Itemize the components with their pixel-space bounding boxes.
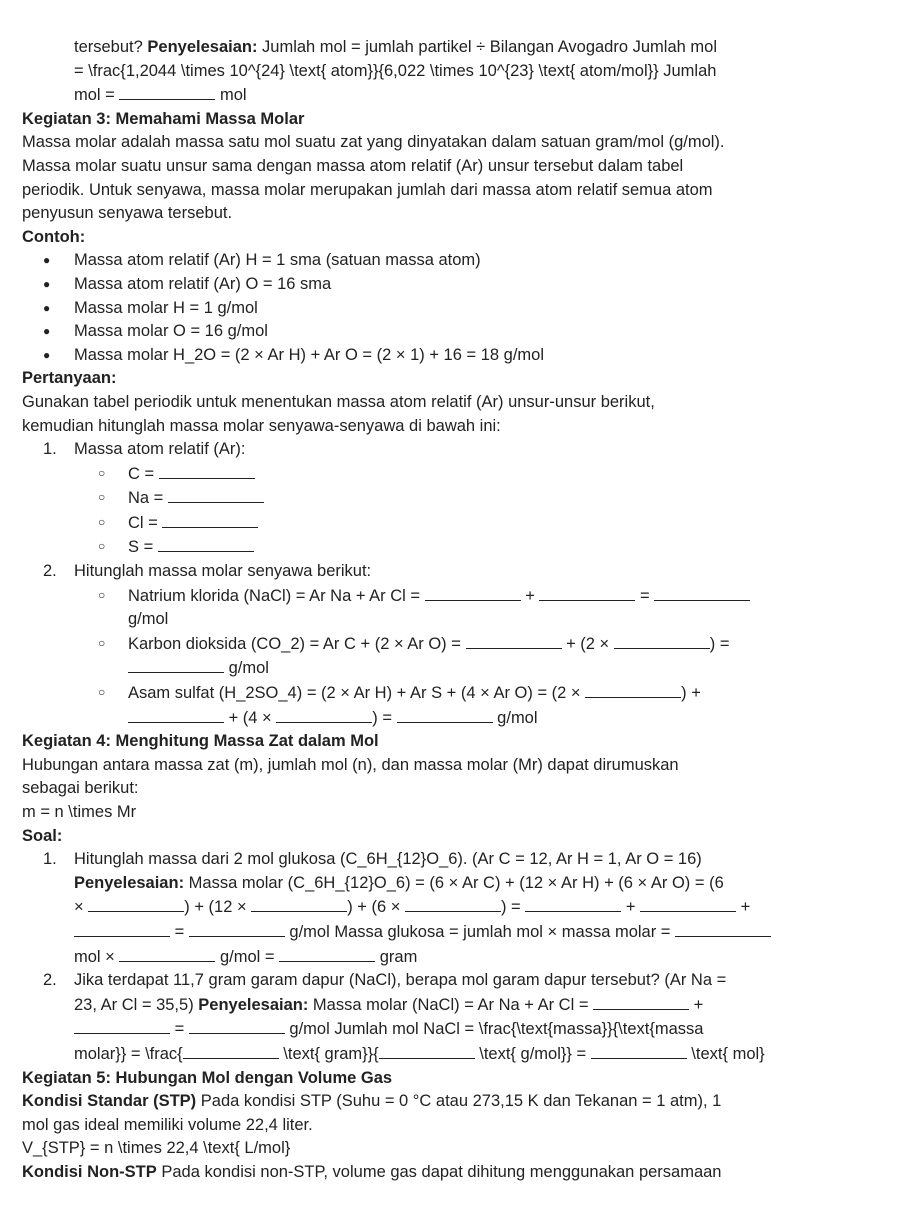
stp-label: Kondisi Standar (STP) bbox=[22, 1092, 197, 1111]
text: g/mol bbox=[492, 708, 538, 727]
solution-line bbox=[22, 920, 882, 945]
paragraph: Massa molar suatu unsur sama dengan massa atom relatif (Ar) unsur tersebut dalam tabel bbox=[22, 156, 684, 175]
answer-blank[interactable] bbox=[74, 920, 170, 937]
answer-blank[interactable] bbox=[119, 83, 215, 100]
answer-blank[interactable] bbox=[128, 656, 224, 673]
text: tersebut? bbox=[74, 38, 148, 56]
text: Jika terdapat 11,7 gram garam dapur (NaCl), berapa mol garam dapur tersebut? (Ar Na = bbox=[74, 971, 727, 990]
text: = bbox=[170, 1020, 189, 1039]
ar-item-na bbox=[22, 486, 882, 511]
text: + (4 × bbox=[224, 708, 277, 727]
text: g/mol Massa glukosa = jumlah mol × massa molar = bbox=[284, 922, 676, 941]
answer-blank[interactable] bbox=[640, 895, 736, 912]
text: C = bbox=[128, 464, 159, 483]
ar-item-cl bbox=[22, 511, 882, 536]
continuation: g/mol bbox=[128, 610, 169, 629]
text: ) + bbox=[681, 684, 701, 703]
answer-blank[interactable] bbox=[379, 1042, 475, 1059]
text: + bbox=[621, 898, 641, 917]
answer-blank[interactable] bbox=[128, 706, 224, 723]
answer-blank[interactable] bbox=[168, 486, 264, 503]
text: g/mol Jumlah mol NaCl = \frac{\text{massa}}{\text{massa bbox=[284, 1020, 704, 1039]
answer-blank[interactable] bbox=[466, 632, 562, 649]
section-title-kegiatan-3: Kegiatan 3: Memahami Massa Molar bbox=[22, 109, 305, 128]
text: Hitunglah massa molar senyawa berikut: bbox=[74, 562, 372, 581]
paragraph: Gunakan tabel periodik untuk menentukan massa atom relatif (Ar) unsur-unsur berikut, bbox=[22, 392, 655, 411]
numbered-item bbox=[22, 848, 882, 872]
solution-line bbox=[22, 945, 882, 970]
answer-blank[interactable] bbox=[119, 945, 215, 962]
continuation bbox=[22, 706, 882, 731]
text: S = bbox=[128, 538, 158, 557]
text: g/mol = bbox=[215, 947, 280, 966]
text: Massa atom relatif (Ar): bbox=[74, 440, 246, 459]
continuation bbox=[22, 656, 882, 681]
answer-blank[interactable] bbox=[539, 584, 635, 601]
text: Karbon dioksida (CO_2) = Ar C + (2 × Ar O) = bbox=[128, 634, 466, 653]
text: = bbox=[635, 586, 655, 605]
item-number: 2. bbox=[43, 971, 57, 990]
text: Pertanyaan: bbox=[22, 369, 117, 388]
item-number: 1. bbox=[43, 440, 57, 459]
text: molar}} = \frac{ bbox=[74, 1044, 183, 1063]
solution-label: Penyelesaian: bbox=[198, 995, 309, 1014]
paragraph bbox=[22, 1090, 882, 1114]
solution-line-3 bbox=[22, 83, 882, 108]
text: Hitunglah massa dari 2 mol glukosa (C_6H_{12}O_6). (Ar C = 12, Ar H = 1, Ar O = 16) bbox=[74, 850, 702, 869]
text: ) + (12 × bbox=[184, 898, 252, 917]
answer-blank[interactable] bbox=[162, 511, 258, 528]
text: \text{ mol} bbox=[686, 1044, 765, 1063]
text: + bbox=[520, 586, 540, 605]
solution-line bbox=[22, 895, 882, 920]
questions-heading bbox=[22, 367, 882, 391]
paragraph: Hubungan antara massa zat (m), jumlah mol (n), dan massa molar (Mr) dapat dirumuskan bbox=[22, 755, 679, 774]
answer-blank[interactable] bbox=[525, 895, 621, 912]
text: = bbox=[170, 922, 189, 941]
paragraph: periodik. Untuk senyawa, massa molar merupakan jumlah dari massa atom relatif semua atom bbox=[22, 180, 713, 199]
text: 23, Ar Cl = 35,5) bbox=[74, 995, 199, 1014]
item-number: 1. bbox=[43, 850, 57, 869]
text: \text{ g/mol}} = bbox=[474, 1044, 591, 1063]
solution-line bbox=[22, 1042, 882, 1067]
paragraph: Massa molar adalah massa satu mol suatu zat yang dinyatakan dalam satuan gram/mol (g/mol). bbox=[22, 133, 725, 152]
section-title-kegiatan-4: Kegiatan 4: Menghitung Massa Zat dalam Mol bbox=[22, 732, 379, 751]
text: ) = bbox=[709, 634, 730, 653]
answer-blank[interactable] bbox=[614, 632, 710, 649]
ar-item-s bbox=[22, 535, 882, 560]
molar-mass-nacl bbox=[22, 584, 882, 609]
answer-blank[interactable] bbox=[189, 1017, 285, 1034]
text: Soal: bbox=[22, 826, 63, 845]
answer-blank[interactable] bbox=[158, 535, 254, 552]
text: mol = bbox=[74, 86, 120, 105]
answer-blank[interactable] bbox=[183, 1042, 279, 1059]
text: ) = bbox=[500, 898, 526, 917]
solution-label: Penyelesaian: bbox=[147, 38, 258, 56]
text: \text{ gram}}{ bbox=[278, 1044, 379, 1063]
answer-blank[interactable] bbox=[397, 706, 493, 723]
text: Asam sulfat (H_2SO_4) = (2 × Ar H) + Ar S + (4 × Ar O) = (2 × bbox=[128, 684, 586, 703]
answer-blank[interactable] bbox=[654, 584, 750, 601]
answer-blank[interactable] bbox=[593, 993, 689, 1010]
text: Pada kondisi non-STP, volume gas dapat dihitung menggunakan persamaan bbox=[156, 1162, 722, 1181]
answer-blank[interactable] bbox=[189, 920, 285, 937]
paragraph: penyusun senyawa tersebut. bbox=[22, 204, 233, 223]
text: ) = bbox=[372, 708, 397, 727]
item-number: 2. bbox=[43, 562, 57, 581]
text: Massa molar (NaCl) = Ar Na + Ar Cl = bbox=[308, 995, 594, 1014]
answer-blank[interactable] bbox=[88, 895, 184, 912]
ar-item-c bbox=[22, 462, 882, 487]
text: Na = bbox=[128, 489, 168, 508]
text: mol × bbox=[74, 947, 120, 966]
list-item: ● Massa atom relatif (Ar) O = 16 sma bbox=[22, 273, 882, 297]
text: Cl = bbox=[128, 513, 163, 532]
answer-blank[interactable] bbox=[425, 584, 521, 601]
text: Massa molar (C_6H_{12}O_6) = (6 × Ar C) + (12 × Ar H) + (6 × Ar O) = (6 bbox=[184, 873, 724, 892]
problems-heading bbox=[22, 825, 882, 849]
numbered-item bbox=[22, 969, 882, 993]
section-title-kegiatan-5: Kegiatan 5: Hubungan Mol dengan Volume Gas bbox=[22, 1068, 393, 1087]
answer-blank[interactable] bbox=[159, 462, 255, 479]
answer-blank[interactable] bbox=[74, 1017, 170, 1034]
answer-blank[interactable] bbox=[251, 895, 347, 912]
paragraph: kemudian hitunglah massa molar senyawa-senyawa di bawah ini: bbox=[22, 416, 501, 435]
formula: V_{STP} = n \times 22,4 \text{ L/mol} bbox=[22, 1139, 291, 1158]
non-stp-label: Kondisi Non-STP bbox=[22, 1162, 157, 1181]
solution-line bbox=[22, 993, 882, 1018]
molar-mass-h2so4 bbox=[22, 681, 882, 706]
solution-line bbox=[22, 872, 882, 896]
solution-label: Penyelesaian: bbox=[74, 873, 185, 892]
text: mol bbox=[215, 86, 247, 105]
formula: m = n \times Mr bbox=[22, 803, 137, 821]
text: Pada kondisi STP (Suhu = 0 °C atau 273,15 K dan Tekanan = 1 atm), 1 bbox=[196, 1092, 722, 1111]
text: + (2 × bbox=[561, 634, 614, 653]
numbered-item bbox=[22, 560, 882, 584]
text: g/mol bbox=[224, 659, 269, 678]
molar-mass-co2 bbox=[22, 632, 882, 657]
text: Jumlah mol = jumlah partikel ÷ Bilangan Avogadro Jumlah mol bbox=[257, 38, 717, 56]
numbered-item bbox=[22, 438, 882, 462]
list-item: ● Massa atom relatif (Ar) H = 1 sma (satuan massa atom) bbox=[22, 249, 882, 273]
answer-blank[interactable] bbox=[276, 706, 372, 723]
text: ) + (6 × bbox=[347, 898, 405, 917]
list-item: ● Massa molar O = 16 g/mol bbox=[22, 320, 882, 344]
solution-line-2: = \frac{1,2044 \times 10^{24} \text{ atom}}{6,022 \times 10^{23} \text{ atom/mol}} Jumlah bbox=[74, 61, 717, 80]
text: + bbox=[736, 898, 751, 917]
list-item: ● Massa molar H_2O = (2 × Ar H) + Ar O = (2 × 1) + 16 = 18 g/mol bbox=[22, 344, 882, 368]
text: Contoh: bbox=[22, 227, 86, 246]
example-heading bbox=[22, 226, 882, 250]
text: Natrium klorida (NaCl) = Ar Na + Ar Cl = bbox=[128, 586, 425, 605]
answer-blank[interactable] bbox=[585, 681, 681, 698]
list-item: ● Massa molar H = 1 g/mol bbox=[22, 297, 882, 321]
answer-blank[interactable] bbox=[279, 945, 375, 962]
text: + bbox=[689, 995, 704, 1014]
solution-line bbox=[22, 1017, 882, 1042]
paragraph bbox=[22, 1161, 882, 1185]
answer-blank[interactable] bbox=[675, 920, 771, 937]
paragraph: mol gas ideal memiliki volume 22,4 liter. bbox=[22, 1115, 313, 1134]
solution-line-1 bbox=[22, 36, 882, 60]
answer-blank[interactable] bbox=[591, 1042, 687, 1059]
text: gram bbox=[375, 947, 418, 966]
paragraph: sebagai berikut: bbox=[22, 779, 139, 798]
answer-blank[interactable] bbox=[405, 895, 501, 912]
text: × bbox=[74, 898, 89, 917]
